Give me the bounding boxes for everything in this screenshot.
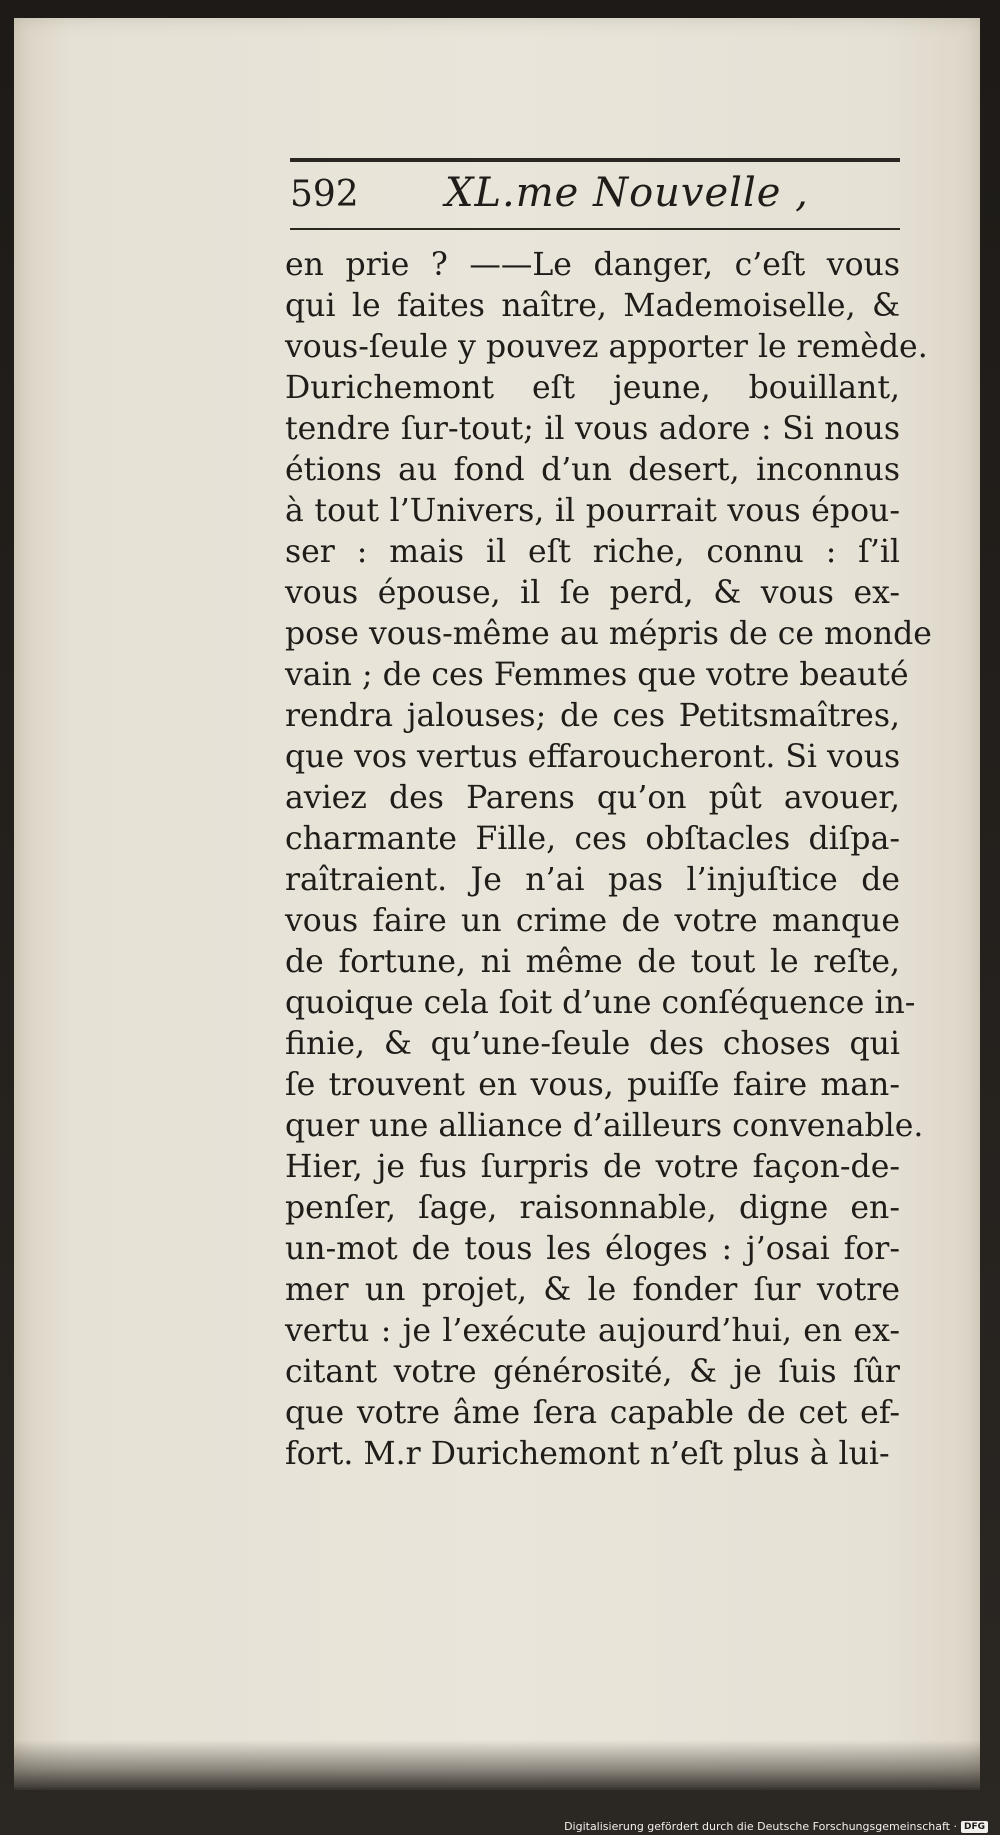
running-title: XL.me Nouvelle , — [445, 170, 809, 216]
text-line: tendre ſur-tout; il vous adore : Si nous — [285, 411, 900, 447]
page-bottom-edge — [14, 1740, 980, 1790]
credit-text: Digitalisierung gefördert durch die Deutsche Forschungsgemeinschaft · — [564, 1820, 957, 1833]
body-text — [285, 245, 932, 1475]
text-line: à tout l’Univers, il pourrait vous épou- — [285, 493, 900, 529]
text-line: Durichemont eſt jeune, bouillant, — [285, 370, 900, 406]
text-line: vertu : je l’exécute aujourd’hui, en ex- — [285, 1313, 900, 1349]
digitization-credit — [564, 1818, 988, 1835]
text-line: que votre âme ſera capable de cet ef- — [285, 1395, 900, 1431]
text-line: citant votre générosité, & je ſuis ſûr — [285, 1354, 900, 1390]
text-line: de fortune, ni même de tout le reſte, — [285, 944, 900, 980]
text-line: rendra jalouses; de ces Petitsmaîtres, — [285, 698, 900, 734]
text-line: en prie ? ——Le danger, c’eſt vous — [285, 247, 900, 283]
text-line: finie, & qu’une-ſeule des choses qui — [285, 1026, 900, 1062]
text-line: ſe trouvent en vous, puiſſe faire man- — [285, 1067, 900, 1103]
text-line: Hier, je fus ſurpris de votre façon-de- — [285, 1149, 900, 1185]
text-line: étions au fond d’un desert, inconnus — [285, 452, 900, 488]
text-line: quer une alliance d’ailleurs convenable. — [285, 1108, 924, 1144]
header-rule-top — [290, 158, 900, 162]
text-line: qui le faites naître, Mademoiselle, & — [285, 288, 900, 324]
dfg-logo: DFG — [961, 1821, 988, 1833]
text-line: un-mot de tous les éloges : j’osai for- — [285, 1231, 900, 1267]
header-rule-bottom — [290, 228, 900, 230]
text-line: que vos vertus effaroucheront. Si vous — [285, 739, 901, 775]
text-line: vous faire un crime de votre manque — [285, 903, 900, 939]
text-line: vous-ſeule y pouvez apporter le remède. — [285, 329, 928, 365]
text-line: ser : mais il eſt riche, connu : ſ’il — [285, 534, 900, 570]
text-line: penſer, ſage, raisonnable, digne en- — [285, 1190, 900, 1226]
text-line: fort. M.r Durichemont n’eſt plus à lui- — [285, 1436, 890, 1472]
page-number: 592 — [290, 174, 359, 215]
text-line: vain ; de ces Femmes que votre beauté — [285, 657, 909, 693]
text-line: mer un projet, & le fonder ſur votre — [285, 1272, 900, 1308]
text-line: raîtraient. Je n’ai pas l’injuſtice de — [285, 862, 900, 898]
text-line: aviez des Parens qu’on pût avouer, — [285, 780, 900, 816]
text-line: vous épouse, il ſe perd, & vous ex- — [285, 575, 900, 611]
text-line: charmante Fille, ces obſtacles diſpa- — [285, 821, 900, 857]
page-header — [290, 168, 900, 224]
text-line: pose vous-même au mépris de ce monde — [285, 616, 932, 652]
text-line: quoique cela ſoit d’une conſéquence in- — [285, 985, 916, 1021]
